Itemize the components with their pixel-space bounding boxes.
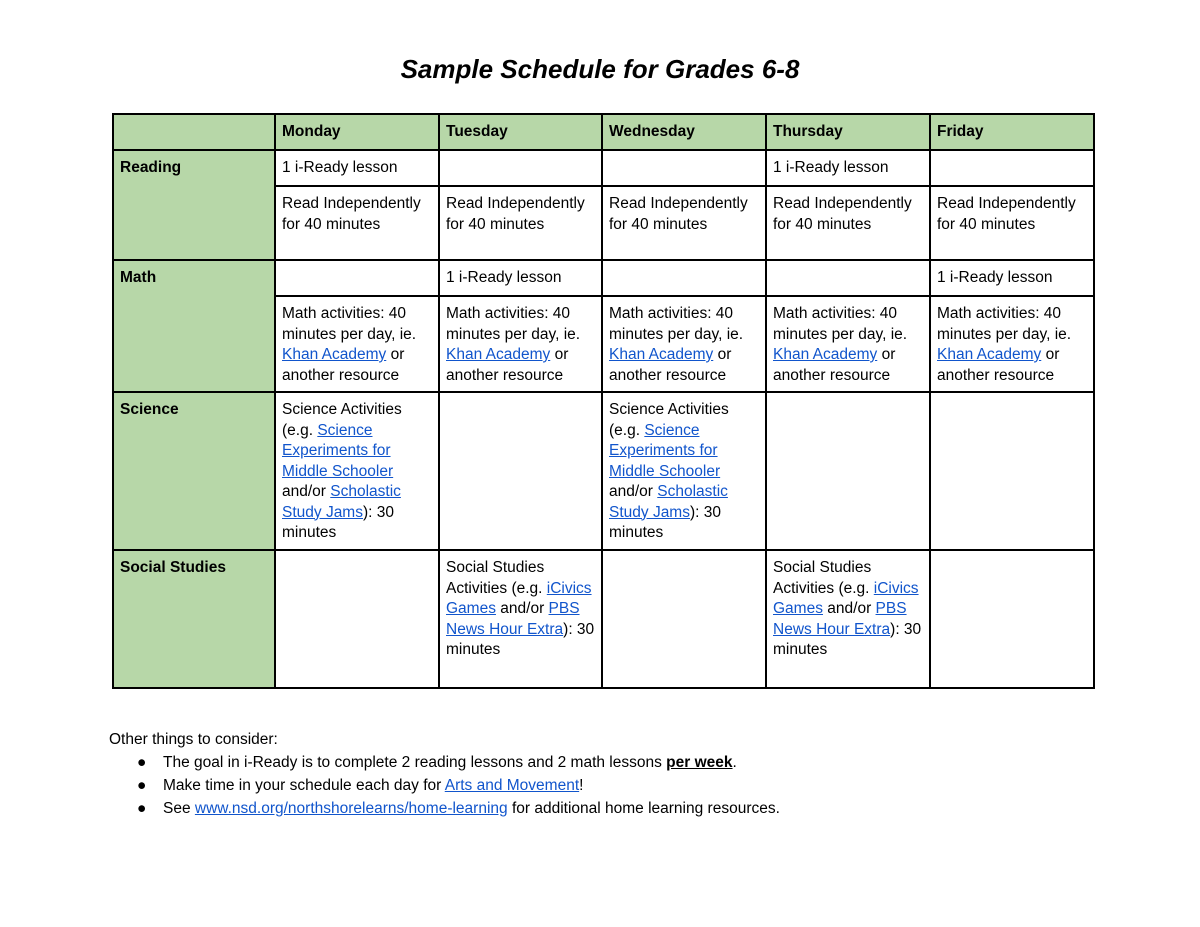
header-friday: Friday: [930, 114, 1094, 150]
reading-thursday-independent: Read Independently for 40 minutes: [766, 186, 930, 260]
duration-text: ): 30 minutes: [446, 620, 595, 658]
notes-list: [109, 751, 780, 820]
subject-reading: Reading: [113, 150, 275, 260]
page-title: Sample Schedule for Grades 6-8: [400, 54, 800, 84]
note-text-end: for additional home learning resources.: [507, 800, 780, 817]
science-experiments-link[interactable]: Science Experiments for Middle Schooler: [609, 421, 721, 480]
notes-heading: Other things to consider:: [109, 731, 278, 748]
khan-academy-link[interactable]: Khan Academy: [282, 346, 387, 363]
social-thursday: [766, 550, 930, 688]
math-wednesday-iready: [602, 260, 766, 296]
science-wednesday: [602, 392, 766, 550]
science-thursday: [766, 392, 930, 550]
science-monday: [275, 392, 439, 550]
reading-tuesday-independent: Read Independently for 40 minutes: [439, 186, 602, 260]
social-friday: [930, 550, 1094, 688]
and-or-text: and/or: [495, 600, 549, 617]
math-activities-text: Math activities: 40 minutes per day, ie.: [773, 305, 908, 343]
math-activities-text: Math activities: 40 minutes per day, ie.: [609, 305, 744, 343]
social-activities-text: Social Studies Activities (e.g.: [446, 559, 547, 597]
subject-science: Science: [113, 392, 275, 550]
note-item-iready-goal: [137, 751, 780, 774]
science-friday: [930, 392, 1094, 550]
social-tuesday: [439, 550, 602, 688]
pbs-news-hour-extra-link[interactable]: PBS News Hour Extra: [446, 600, 580, 638]
math-friday-activities: [930, 296, 1094, 392]
header-corner: [113, 114, 275, 150]
duration-text: ): 30 minutes: [282, 503, 394, 541]
reading-wednesday-independent: Read Independently for 40 minutes: [602, 186, 766, 260]
math-activities-text: Math activities: 40 minutes per day, ie.: [446, 305, 581, 343]
reading-thursday-iready: 1 i-Ready lesson: [766, 150, 930, 186]
math-friday-iready: 1 i-Ready lesson: [930, 260, 1094, 296]
math-activities-text: Math activities: 40 minutes per day, ie.: [937, 305, 1072, 343]
note-item-resources: [137, 797, 780, 820]
science-activities-text: Science Activities (e.g.: [609, 401, 729, 439]
math-resource-text: or another resource: [282, 346, 405, 384]
social-studies-row: [113, 550, 1094, 688]
reading-monday-iready: 1 i-Ready lesson: [275, 150, 439, 186]
social-activities-text: Social Studies Activities (e.g.: [773, 559, 874, 597]
reading-friday-iready: [930, 150, 1094, 186]
khan-academy-link[interactable]: Khan Academy: [773, 346, 878, 363]
reading-row-iready: [113, 150, 1094, 186]
math-tuesday-activities: [439, 296, 602, 392]
and-or-text: and/or: [822, 600, 876, 617]
icivics-games-link[interactable]: iCivics Games: [446, 579, 592, 617]
duration-text: ): 30 minutes: [609, 503, 721, 541]
science-row: [113, 392, 1094, 550]
science-experiments-link[interactable]: Science Experiments for Middle Schooler: [282, 421, 394, 480]
math-thursday-iready: [766, 260, 930, 296]
science-tuesday: [439, 392, 602, 550]
note-text: The goal in i-Ready is to complete 2 reading lessons and 2 math lessons: [163, 754, 667, 771]
math-activities-text: Math activities: 40 minutes per day, ie.: [282, 305, 417, 343]
per-week-emphasis: per week: [666, 754, 733, 771]
scholastic-study-jams-link[interactable]: Scholastic Study Jams: [282, 483, 401, 521]
and-or-text: and/or: [609, 483, 658, 500]
math-resource-text: or another resource: [937, 346, 1060, 384]
schedule-table: [112, 113, 1095, 689]
math-resource-text: or another resource: [773, 346, 896, 384]
reading-friday-independent: Read Independently for 40 minutes: [930, 186, 1094, 260]
social-wednesday: [602, 550, 766, 688]
math-monday-activities: [275, 296, 439, 392]
note-item-arts: [137, 774, 780, 797]
scholastic-study-jams-link[interactable]: Scholastic Study Jams: [609, 483, 728, 521]
note-text-end: .: [732, 754, 737, 771]
arts-and-movement-link[interactable]: Arts and Movement: [444, 777, 580, 794]
home-learning-link[interactable]: www.nsd.org/northshorelearns/home-learning: [194, 800, 508, 817]
reading-tuesday-iready: [439, 150, 602, 186]
and-or-text: and/or: [282, 483, 331, 500]
header-row: [113, 114, 1094, 150]
header-tuesday: Tuesday: [439, 114, 602, 150]
math-monday-iready: [275, 260, 439, 296]
subject-math: Math: [113, 260, 275, 392]
note-text-end: !: [579, 777, 584, 794]
math-row-iready: [113, 260, 1094, 296]
khan-academy-link[interactable]: Khan Academy: [446, 346, 551, 363]
note-text: Make time in your schedule each day for: [163, 777, 445, 794]
pbs-news-hour-extra-link[interactable]: PBS News Hour Extra: [773, 600, 907, 638]
reading-monday-independent: Read Independently for 40 minutes: [275, 186, 439, 260]
social-monday: [275, 550, 439, 688]
header-wednesday: Wednesday: [602, 114, 766, 150]
bullet-icon: ●: [137, 777, 147, 794]
math-wednesday-activities: [602, 296, 766, 392]
header-monday: Monday: [275, 114, 439, 150]
note-text: See: [163, 800, 195, 817]
icivics-games-link[interactable]: iCivics Games: [773, 579, 919, 617]
bullet-icon: ●: [137, 800, 147, 817]
bullet-icon: ●: [137, 754, 147, 771]
math-resource-text: or another resource: [446, 346, 569, 384]
khan-academy-link[interactable]: Khan Academy: [937, 346, 1042, 363]
notes-section: [109, 728, 780, 820]
subject-social-studies: Social Studies: [113, 550, 275, 688]
science-activities-text: Science Activities (e.g.: [282, 401, 402, 439]
duration-text: ): 30 minutes: [773, 620, 922, 658]
math-thursday-activities: [766, 296, 930, 392]
math-resource-text: or another resource: [609, 346, 732, 384]
math-tuesday-iready: 1 i-Ready lesson: [439, 260, 602, 296]
reading-wednesday-iready: [602, 150, 766, 186]
header-thursday: Thursday: [766, 114, 930, 150]
khan-academy-link[interactable]: Khan Academy: [609, 346, 714, 363]
